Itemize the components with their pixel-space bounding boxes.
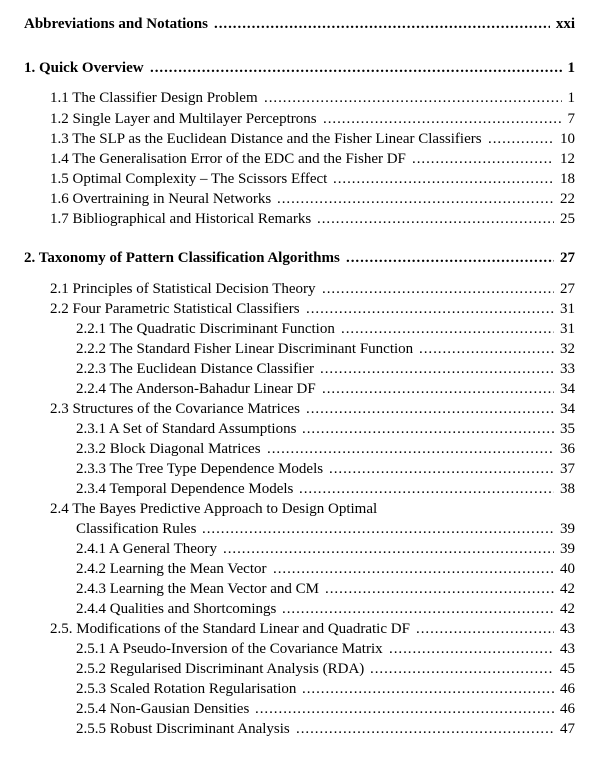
toc-entry-s2-3[interactable] — [0, 399, 597, 419]
toc-entry-s2-5-5[interactable] — [0, 719, 597, 739]
toc-entry-s2-4-1[interactable] — [0, 539, 597, 559]
toc-entry-title: 2. Taxonomy of Pattern Classification Algorithms — [24, 250, 340, 266]
dot-leader — [389, 639, 554, 659]
toc-entry-page-number: 32 — [560, 341, 575, 357]
dot-leader — [341, 319, 554, 339]
dot-leader — [322, 379, 554, 399]
dot-leader — [333, 169, 554, 189]
dot-leader — [150, 58, 562, 78]
toc-entry-title: 2.3.4 Temporal Dependence Models — [76, 481, 294, 497]
dot-leader — [419, 339, 554, 359]
dot-leader — [302, 679, 554, 699]
dot-leader — [322, 279, 554, 299]
toc-entry-s2-5-3[interactable] — [0, 679, 597, 699]
toc-entry-page-number: 43 — [560, 641, 575, 657]
toc-entry-s2-5-1[interactable] — [0, 639, 597, 659]
dot-leader — [296, 719, 554, 739]
toc-entry-page-number: 42 — [560, 581, 575, 597]
toc-entry-page-number: 1 — [567, 60, 575, 76]
toc-entry-s2-3-1[interactable] — [0, 419, 597, 439]
dot-leader — [282, 599, 554, 619]
toc-entry-s1-6[interactable] — [0, 189, 597, 209]
toc-entry-title: 2.3.3 The Tree Type Dependence Models — [76, 461, 324, 477]
toc-entry-page-number: 34 — [560, 381, 575, 397]
toc-entry-page-number: 46 — [560, 701, 575, 717]
toc-entry-page-number: 34 — [560, 401, 575, 417]
toc-entry-s2-4b[interactable] — [0, 519, 597, 539]
dot-leader — [255, 699, 554, 719]
toc-entry-title: 2.4.1 A General Theory — [76, 541, 217, 557]
toc-entry-title: 2.2.4 The Anderson-Bahadur Linear DF — [76, 381, 316, 397]
toc-entry-page-number: 10 — [560, 131, 575, 147]
toc-entry-title: 2.2.1 The Quadratic Discriminant Function — [76, 321, 335, 337]
dot-leader — [320, 359, 554, 379]
toc-entry-page-number: xxi — [555, 16, 575, 32]
toc-entry-title: 2.2 Four Parametric Statistical Classifiers — [50, 301, 300, 317]
toc-entry-s1-4[interactable] — [0, 149, 597, 169]
toc-entry-s1-2[interactable] — [0, 109, 597, 129]
dot-leader — [370, 659, 554, 679]
toc-entry-title: 2.4.4 Qualities and Shortcomings — [76, 601, 277, 617]
toc-entry-page-number: 39 — [560, 541, 575, 557]
dot-leader — [306, 399, 554, 419]
toc-entry-page-number: 33 — [560, 361, 575, 377]
toc-entry-s2-2-1[interactable] — [0, 319, 597, 339]
dot-leader — [202, 519, 554, 539]
toc-entry-page-number: 47 — [560, 721, 575, 737]
toc-entry-s2-2[interactable] — [0, 299, 597, 319]
dot-leader — [267, 439, 554, 459]
toc-entry-title: 2.5. Modifications of the Standard Linear and Quadratic DF — [50, 621, 410, 637]
toc-entry-title: 1.6 Overtraining in Neural Networks — [50, 191, 272, 207]
toc-entry-s2-1[interactable] — [0, 279, 597, 299]
toc-entry-s1-7[interactable] — [0, 209, 597, 229]
toc-entry-page-number: 25 — [560, 211, 575, 227]
dot-leader — [264, 88, 562, 108]
toc-entry-s2-5[interactable] — [0, 619, 597, 639]
toc-entry-title: 2.5.5 Robust Discriminant Analysis — [76, 721, 290, 737]
toc-entry-page-number: 35 — [560, 421, 575, 437]
dot-leader — [299, 479, 554, 499]
toc-entry-title: 2.4.2 Learning the Mean Vector — [76, 561, 267, 577]
toc-entry-title: 2.5.4 Non-Gausian Densities — [76, 701, 250, 717]
toc-entry-page-number: 37 — [560, 461, 575, 477]
dot-leader — [412, 149, 554, 169]
toc-entry-page-number: 42 — [560, 601, 575, 617]
toc-entry-page-number: 46 — [560, 681, 575, 697]
toc-entry-page-number: 38 — [560, 481, 575, 497]
dot-leader — [214, 14, 550, 34]
dot-leader — [346, 248, 554, 268]
toc-entry-s1-5[interactable] — [0, 169, 597, 189]
dot-leader — [416, 619, 554, 639]
toc-entry-title: Abbreviations and Notations — [24, 16, 208, 32]
toc-entry-page-number: 45 — [560, 661, 575, 677]
toc-entry-title: 2.2.3 The Euclidean Distance Classifier — [76, 361, 314, 377]
toc-entry-title: 2.5.1 A Pseudo-Inversion of the Covariance Matrix — [76, 641, 383, 657]
toc-entry-page-number: 18 — [560, 171, 575, 187]
dot-leader — [317, 209, 554, 229]
toc-entry-ch1[interactable] — [0, 58, 597, 78]
toc-entry-page-number: 36 — [560, 441, 575, 457]
toc-entry-s1-1[interactable] — [0, 88, 597, 108]
toc-entry-s2-3-4[interactable] — [0, 479, 597, 499]
toc-entry-title: 2.5.3 Scaled Rotation Regularisation — [76, 681, 297, 697]
toc-entry-page-number: 7 — [567, 111, 575, 127]
toc-entry-title: Classification Rules — [76, 521, 197, 537]
dot-leader — [273, 559, 554, 579]
toc-entry-title: 2.4.3 Learning the Mean Vector and CM — [76, 581, 319, 597]
toc-entry-s2-2-3[interactable] — [0, 359, 597, 379]
toc-entry-title: 2.3.1 A Set of Standard Assumptions — [76, 421, 297, 437]
toc-entry-title: 2.5.2 Regularised Discriminant Analysis (RDA) — [76, 661, 365, 677]
toc-entry-s1-3[interactable] — [0, 129, 597, 149]
toc-entry-s2-4[interactable] — [0, 499, 597, 519]
toc-entry-title: 2.2.2 The Standard Fisher Linear Discriminant Function — [76, 341, 414, 357]
toc-entry-page-number: 27 — [560, 281, 575, 297]
toc-entry-abbr[interactable] — [0, 14, 597, 34]
toc-entry-page-number: 39 — [560, 521, 575, 537]
toc-entry-title: 2.3 Structures of the Covariance Matrices — [50, 401, 300, 417]
dot-leader — [488, 129, 554, 149]
toc-entry-ch2[interactable] — [0, 248, 597, 268]
toc-entry-s2-2-4[interactable] — [0, 379, 597, 399]
toc-entry-s2-3-2[interactable] — [0, 439, 597, 459]
toc-entry-title: 1.1 The Classifier Design Problem — [50, 90, 258, 106]
dot-leader — [302, 419, 554, 439]
toc-entry-title: 2.3.2 Block Diagonal Matrices — [76, 441, 261, 457]
toc-entry-s2-3-3[interactable] — [0, 459, 597, 479]
toc-entry-page-number: 31 — [560, 321, 575, 337]
toc-entry-s2-4-4[interactable] — [0, 599, 597, 619]
toc-entry-page-number: 40 — [560, 561, 575, 577]
toc-entry-title: 2.4 The Bayes Predictive Approach to Design Optimal — [50, 501, 378, 517]
toc-entry-s2-2-2[interactable] — [0, 339, 597, 359]
toc-entry-s2-5-4[interactable] — [0, 699, 597, 719]
toc-entry-page-number: 27 — [560, 250, 575, 266]
dot-leader — [223, 539, 554, 559]
toc-entry-page-number: 1 — [567, 90, 575, 106]
dot-leader — [323, 109, 562, 129]
toc-entry-page-number: 31 — [560, 301, 575, 317]
toc-entry-page-number: 43 — [560, 621, 575, 637]
toc-entry-title: 1.4 The Generalisation Error of the EDC and the Fisher DF — [50, 151, 406, 167]
toc-entry-title: 1. Quick Overview — [24, 60, 144, 76]
toc-entry-title: 1.5 Optimal Complexity – The Scissors Effect — [50, 171, 328, 187]
toc-entry-title: 1.7 Bibliographical and Historical Remarks — [50, 211, 312, 227]
toc-entry-title: 1.2 Single Layer and Multilayer Perceptrons — [50, 111, 317, 127]
toc-entry-title: 1.3 The SLP as the Euclidean Distance and the Fisher Linear Classifiers — [50, 131, 482, 147]
dot-leader — [329, 459, 554, 479]
toc-entry-s2-5-2[interactable] — [0, 659, 597, 679]
dot-leader — [277, 189, 554, 209]
dot-leader — [325, 579, 554, 599]
toc-entry-title: 2.1 Principles of Statistical Decision Theory — [50, 281, 316, 297]
toc-entry-s2-4-3[interactable] — [0, 579, 597, 599]
toc-entry-page-number: 12 — [560, 151, 575, 167]
toc-entry-page-number: 22 — [560, 191, 575, 207]
toc-entry-s2-4-2[interactable] — [0, 559, 597, 579]
dot-leader — [306, 299, 554, 319]
